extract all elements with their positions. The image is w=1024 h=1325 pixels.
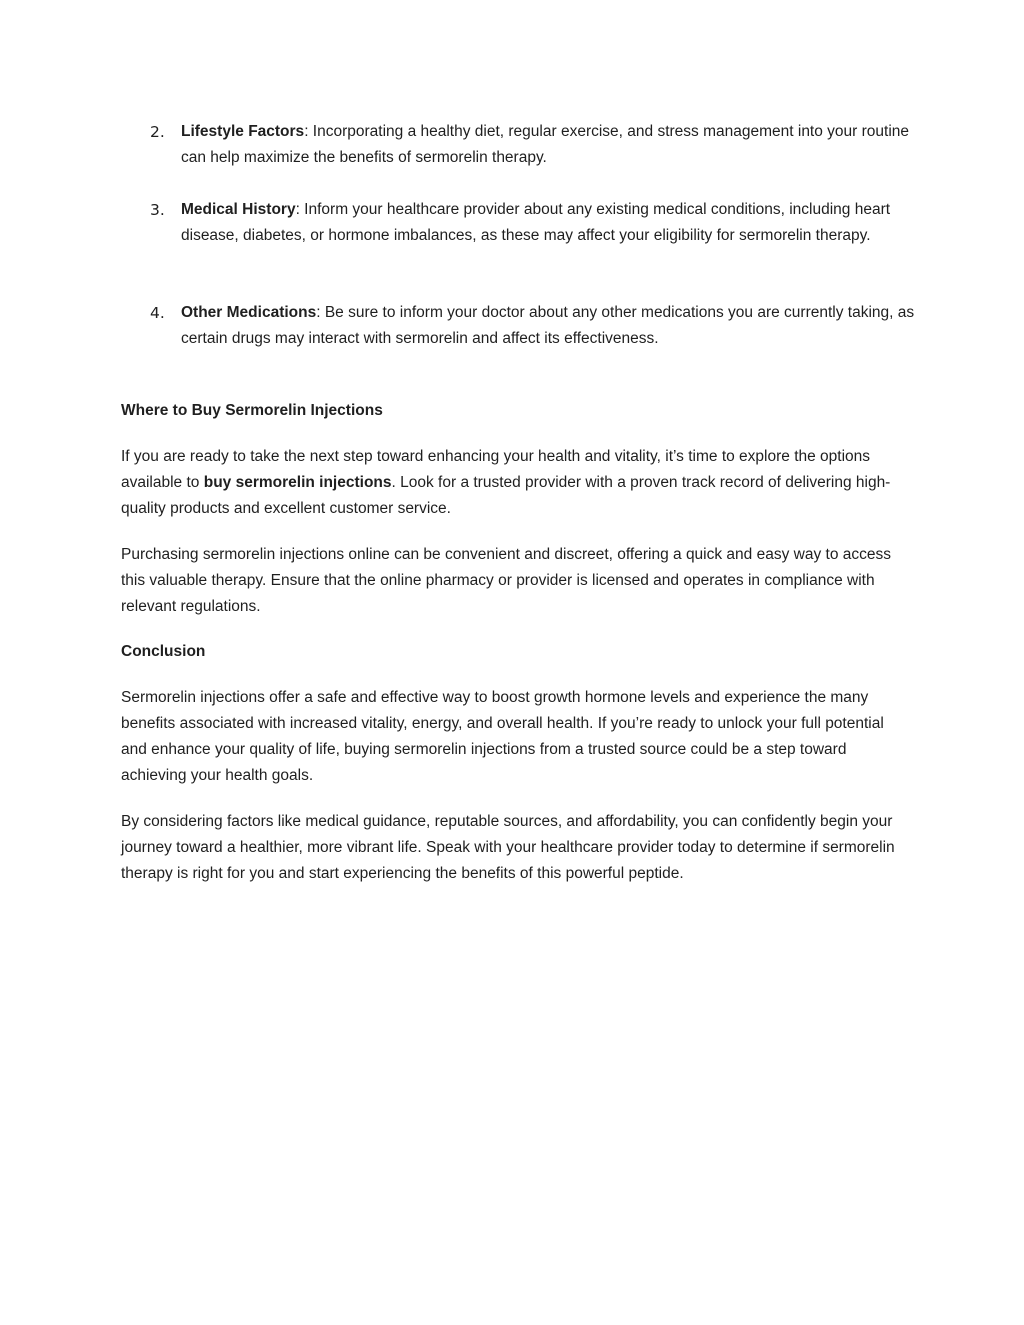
list-item-term: Other Medications xyxy=(181,304,317,321)
list-number: 3. xyxy=(150,201,165,219)
list-item-description: : Incorporating a healthy diet, regular exercise, and stress management into your routine can help maximize the benefits of sermorelin therapy. xyxy=(181,123,910,166)
list-number: 2. xyxy=(150,123,165,141)
list-item-description: : Inform your healthcare provider about any existing medical conditions, including heart disease, diabetes, or hormone imbalances, as these may affect your eligibility for sermorelin therapy. xyxy=(181,201,891,244)
section-heading-conclusion: Conclusion xyxy=(121,643,206,660)
paragraph-text: If you are ready to take the next step toward enhancing your health and vitality, it’s time to explore the options available to xyxy=(121,448,871,491)
paragraph-purchasing-online: Purchasing sermorelin injections online can be convenient and discreet, offering a quick and easy way to access this valuable therapy. Ensure that the online pharmacy or provider is licensed and operates in compliance with relevant regulations. xyxy=(121,546,891,615)
paragraph-conclusion-next-steps: By considering factors like medical guidance, reputable sources, and affordability, you can confidently begin your journey toward a healthier, more vibrant life. Speak with your healthcare provider today to determine if sermorelin therapy is right for you and start experiencing the benefits of this powerful peptide. xyxy=(121,813,895,882)
list-item-description: : Be sure to inform your doctor about any other medications you are currently taking, as certain drugs may interact with sermorelin and affect its effectiveness. xyxy=(181,304,915,347)
paragraph-text: . Look for a trusted provider with a proven track record of delivering high-quality products and excellent customer service. xyxy=(121,474,891,517)
section-heading-where-to-buy: Where to Buy Sermorelin Injections xyxy=(121,402,383,419)
list-item-text xyxy=(181,197,916,249)
list-item-term: Medical History xyxy=(181,201,296,218)
list-item-term: Lifestyle Factors xyxy=(181,123,305,140)
paragraph-conclusion-benefits: Sermorelin injections offer a safe and effective way to boost growth hormone levels and experience the many benefits associated with increased vitality, energy, and overall health. If you’re ready to unlock your full potential and enhance your quality of life, buying sermorelin injections from a trusted source could be a step toward achieving your health goals. xyxy=(121,689,884,784)
paragraph-buy-intro xyxy=(121,444,911,522)
list-item-text xyxy=(181,300,916,352)
list-item-text xyxy=(181,119,916,171)
buy-sermorelin-link[interactable]: buy sermorelin injections xyxy=(203,474,392,491)
list-number: 4. xyxy=(150,304,165,322)
